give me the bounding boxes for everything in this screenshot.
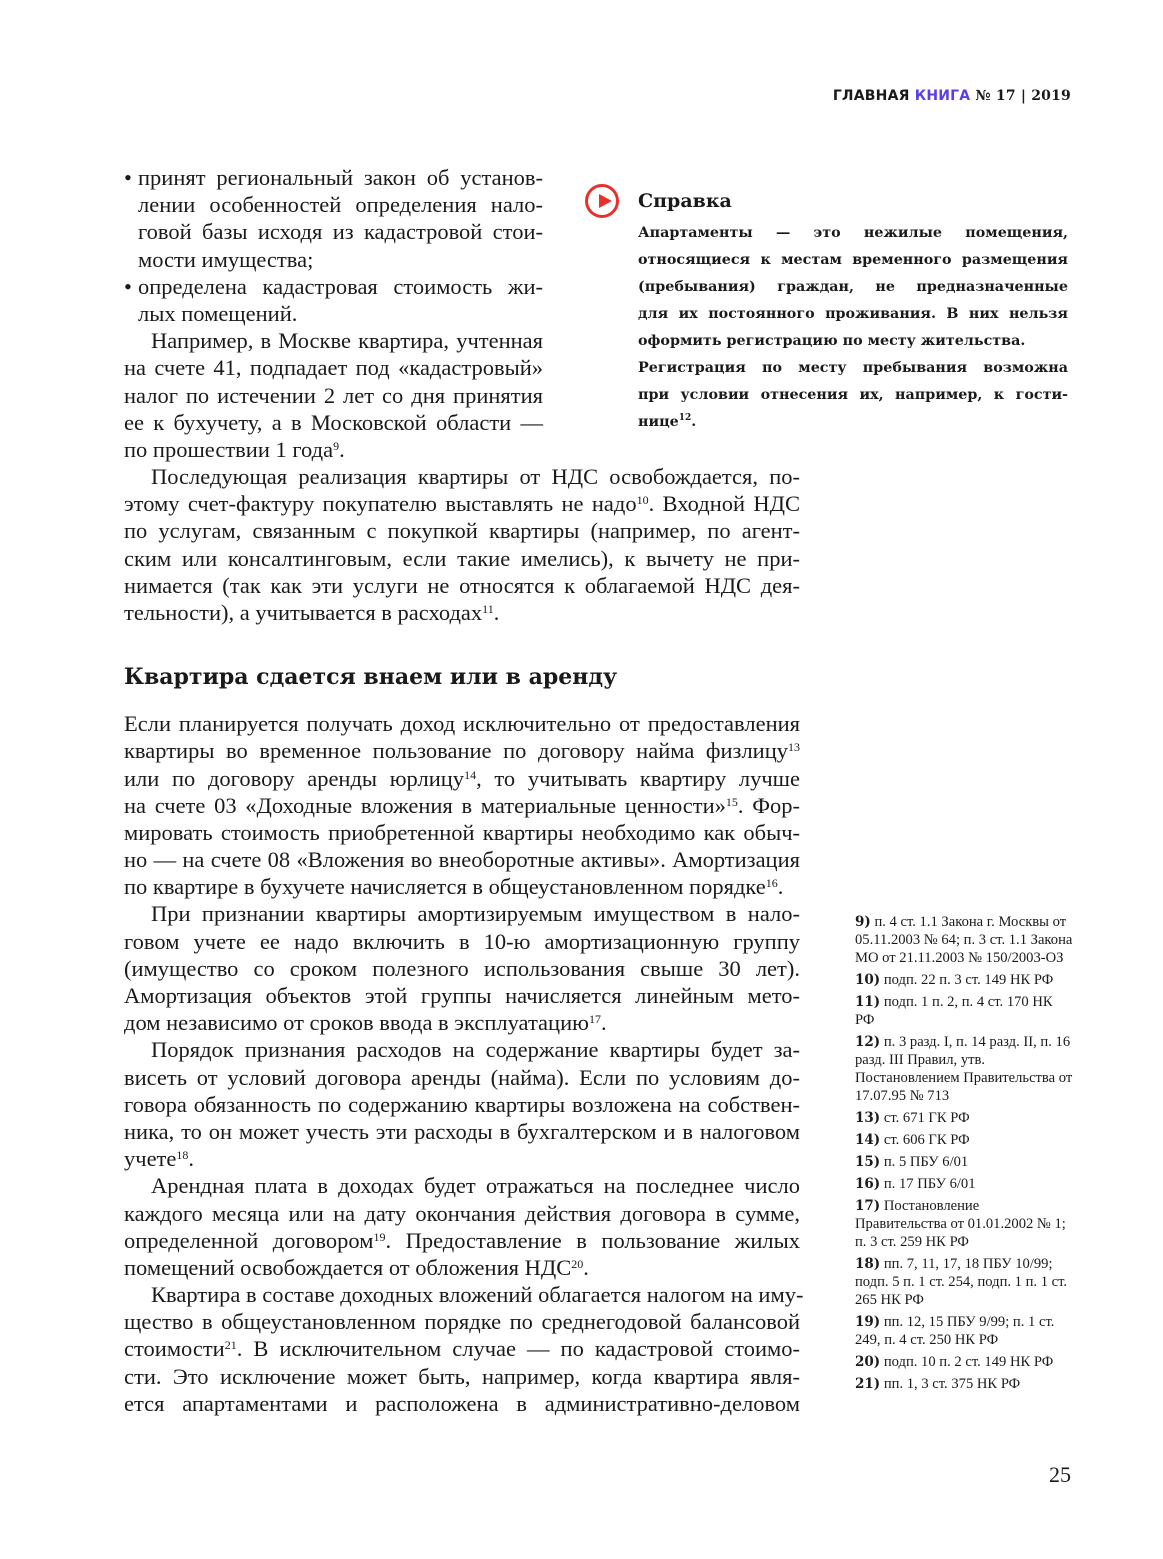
text-line <box>124 1227 800 1254</box>
line-text-tail: . Фор- <box>737 792 800 818</box>
text-line <box>124 246 543 273</box>
text-line <box>124 1308 800 1335</box>
line-text-tail: . <box>339 436 345 462</box>
text-line <box>124 300 543 327</box>
line-text: висеть от условий договора аренды (найма). Если по условиям до- <box>124 1064 800 1090</box>
footnote-item <box>855 1255 1073 1309</box>
brand-name-part2: КНИГА <box>914 88 971 104</box>
text-line <box>124 928 800 955</box>
line-text: Квартира в составе доходных вложений облагается налогом на иму- <box>151 1282 804 1308</box>
line-text: относящиеся к местам временного размещения <box>638 252 1068 268</box>
footnote-text: пп. 12, 15 ПБУ 9/99; п. 1 ст. 249, п. 4 ст. 250 НК РФ <box>855 1314 1055 1348</box>
footnote-ref: 19 <box>373 1229 386 1244</box>
footnote-text: подп. 1 п. 2, п. 4 ст. 170 НК РФ <box>855 994 1053 1028</box>
footnote-ref: 10 <box>636 493 649 508</box>
text-line <box>124 1254 800 1281</box>
footnote-item <box>855 1353 1073 1371</box>
footnote-number: 16) <box>855 1176 881 1192</box>
running-header <box>833 88 1071 104</box>
line-text-tail: , то учитывать квартиру лучше <box>476 765 800 791</box>
sidebar-body <box>638 220 1068 436</box>
text-line <box>124 1118 800 1145</box>
line-text: Если планируется получать доход исключительно от предоставления <box>124 711 800 737</box>
footnote-number: 14) <box>855 1132 881 1148</box>
text-line <box>124 710 800 737</box>
line-text: определенной договором <box>124 1227 374 1253</box>
text-line <box>124 1009 800 1036</box>
line-text: стоимости <box>124 1336 225 1362</box>
footnote-text: ст. 671 ГК РФ <box>883 1110 970 1126</box>
line-text: на счете 41, подпадает под «кадастровый» <box>124 355 543 381</box>
line-text: ется апартаментами и расположена в административно-деловом <box>124 1390 800 1416</box>
line-text: этому счет-фактуру покупателю выставлять не надо <box>124 491 637 517</box>
line-text-tail: . <box>188 1146 194 1172</box>
line-text: ским или консалтинговым, если такие имелись), к вычету не при- <box>124 545 800 571</box>
line-text: по квартире в бухучете начисляется в общеустановленном порядке <box>124 874 766 900</box>
text-line <box>124 792 800 819</box>
text-line <box>124 1145 800 1172</box>
footnote-ref: 9 <box>333 438 340 453</box>
footnote-text: п. 5 ПБУ 6/01 <box>883 1154 969 1170</box>
text-line <box>124 819 800 846</box>
text-line <box>124 1281 804 1308</box>
line-text: по прошествии 1 года <box>124 436 334 462</box>
main-text <box>124 463 804 1417</box>
line-text: для их постоянного проживания. В них нельзя <box>638 306 1068 322</box>
footnote-number: 11) <box>855 994 881 1010</box>
footnote-text: подп. 10 п. 2 ст. 149 НК РФ <box>883 1354 1054 1370</box>
brand-name-part1: ГЛАВНАЯ <box>832 88 910 104</box>
footnote-number: 19) <box>855 1314 881 1330</box>
sidebar-title: Справка <box>638 190 732 212</box>
text-line <box>638 274 1068 301</box>
line-text: ее к бухучету, а в Московской области — <box>124 409 543 435</box>
line-text: на счете 03 «Доходные вложения в материальные ценности» <box>124 792 726 818</box>
line-text: тельности), а учитывается в расходах <box>124 599 483 625</box>
text-line <box>124 1390 800 1417</box>
line-text: При признании квартиры амортизируемым имуществом в нало- <box>151 901 800 927</box>
footnote-item <box>855 1375 1073 1393</box>
footnote-ref: 20 <box>571 1256 584 1271</box>
text-line <box>638 220 1068 247</box>
paragraph-rental <box>124 710 804 1417</box>
footnote-ref: 21 <box>224 1338 237 1353</box>
line-text: нице <box>638 414 679 430</box>
line-text: Апартаменты — это нежилые помещения, <box>638 225 1068 241</box>
line-text: при условии отнесения их, например, к гости- <box>638 387 1068 403</box>
line-text: лении особенностей определения нало- <box>138 192 543 218</box>
issue-number: № 17 | 2019 <box>975 88 1071 104</box>
text-line <box>124 191 543 218</box>
footnote-number: 21) <box>855 1376 881 1392</box>
text-line <box>124 572 800 599</box>
text-line <box>124 436 543 463</box>
footnote-item <box>855 913 1073 967</box>
footnote-ref: 15 <box>725 794 738 809</box>
text-line <box>124 900 800 927</box>
line-text: помещений освобождается от обложения НДС <box>124 1254 572 1280</box>
text-line <box>124 873 800 900</box>
line-text: дом независимо от сроков ввода в эксплуатацию <box>124 1010 589 1036</box>
footnote-number: 12) <box>855 1034 881 1050</box>
line-text: говом учете ее надо включить в 10-ю амортизационную группу <box>124 928 800 954</box>
text-line <box>124 1036 800 1063</box>
text-line <box>124 463 800 490</box>
text-line <box>124 982 800 1009</box>
footnote-number: 18) <box>855 1256 881 1272</box>
line-text-tail: . Предоставление в пользование жилых <box>385 1227 800 1253</box>
footnote-ref: 11 <box>482 601 494 616</box>
text-line <box>124 1363 800 1390</box>
play-icon <box>585 184 619 218</box>
line-text: учете <box>124 1146 177 1172</box>
line-text: мости имущества; <box>138 246 314 272</box>
line-text-tail: . <box>493 599 500 625</box>
line-text: сти. Это исключение может быть, например, когда квартира явля- <box>124 1363 800 1389</box>
footnote-text: п. 17 ПБУ 6/01 <box>883 1176 976 1192</box>
text-line <box>124 737 800 764</box>
footnote-item <box>855 1131 1073 1149</box>
line-text: Амортизация объектов этой группы начисляется линейным мето- <box>124 983 800 1008</box>
footnote-text: подп. 22 п. 3 ст. 149 НК РФ <box>883 972 1054 988</box>
footnote-item <box>855 1033 1073 1105</box>
text-line <box>124 382 543 409</box>
line-text: квартиры во временное пользование по договору найма физлицу <box>124 738 788 764</box>
line-text: по услугам, связанным с покупкой квартиры (например, по агент- <box>124 518 800 544</box>
footnote-ref: 14 <box>464 767 477 782</box>
footnote-item <box>855 1153 1073 1171</box>
line-text: Арендная плата в доходах будет отражаться на последнее число <box>151 1173 800 1199</box>
line-text: щество в общеустановленном порядке по среднегодовой балансовой <box>124 1309 800 1335</box>
line-text: ника, то он может учесть эти расходы в бухгалтерском и в налоговом <box>124 1118 800 1144</box>
footnote-number: 20) <box>855 1354 881 1370</box>
text-line <box>124 765 800 792</box>
line-text-tail: . <box>583 1254 589 1280</box>
footnote-number: 17) <box>855 1198 881 1214</box>
footnote-ref: 13 <box>788 740 800 755</box>
line-text: говой базы исходя из кадастровой стои- <box>138 219 543 245</box>
footnote-item <box>855 1109 1073 1127</box>
line-text: говора обязанность по содержанию квартиры возложена на собствен- <box>124 1091 800 1117</box>
text-line <box>638 328 1068 355</box>
text-line <box>124 164 543 191</box>
text-line <box>124 1335 800 1362</box>
text-line <box>124 1091 800 1118</box>
page-number: 25 <box>1049 1462 1071 1487</box>
text-line <box>124 490 800 517</box>
footnote-item <box>855 1197 1073 1251</box>
text-line <box>124 846 800 873</box>
text-line <box>124 1064 800 1091</box>
footnote-text: пп. 7, 11, 17, 18 ПБУ 10/99; подп. 5 п. 1 ст. 254, подп. 1 п. 1 ст. 265 НК РФ <box>855 1256 1068 1308</box>
footnote-text: п. 3 разд. I, п. 14 разд. II, п. 16 разд. III Правил, утв. Постановлением Правительства от 17.07.95 № 713 <box>855 1034 1073 1104</box>
footnote-ref: 16 <box>765 876 778 891</box>
line-text: Последующая реализация квартиры от НДС освобождается, по- <box>151 464 800 489</box>
line-text: принят региональный закон об установ- <box>138 165 543 190</box>
footnote-ref: 17 <box>588 1012 601 1027</box>
footnote-number: 15) <box>855 1154 881 1170</box>
line-text: мировать стоимость приобретенной квартиры необходимо как обыч- <box>124 819 800 845</box>
line-text: Регистрация по месту пребывания возможна <box>638 360 1068 376</box>
footnote-number: 13) <box>855 1110 881 1126</box>
line-text: определена кадастровая стоимость жи- <box>138 273 543 299</box>
line-text: налог по истечении 2 лет со дня принятия <box>124 382 543 408</box>
footnote-ref: 18 <box>176 1148 189 1163</box>
text-line <box>124 218 543 245</box>
text-line <box>124 327 543 354</box>
footnote-ref: 12 <box>678 413 692 423</box>
footnote-item <box>855 1175 1073 1193</box>
footnote-text: ст. 606 ГК РФ <box>883 1132 970 1148</box>
footnote-text: п. 4 ст. 1.1 Закона г. Москвы от 05.11.2003 № 64; п. 3 ст. 1.1 Закона МО от 21.11.2003 № 150/2003-ОЗ <box>855 914 1073 966</box>
top-left-text <box>124 164 543 463</box>
text-line <box>124 545 800 572</box>
text-line <box>124 409 543 436</box>
text-line <box>638 355 1068 382</box>
paragraph-sale <box>124 463 800 626</box>
footnote-text: пп. 1, 3 ст. 375 НК РФ <box>883 1376 1021 1392</box>
text-line <box>124 599 800 626</box>
section-heading: Квартира сдается внаем или в аренду <box>124 664 618 691</box>
line-text: каждого месяца или на дату окончания действия договора в сумме, <box>124 1200 800 1226</box>
line-text: или по договору аренды юрлицу <box>124 765 465 791</box>
text-line <box>124 517 800 544</box>
line-text: Например, в Москве квартира, учтенная <box>151 328 543 354</box>
text-line <box>124 354 543 381</box>
line-text-tail: . В исключительном случае — по кадастровой стоимо- <box>236 1336 800 1362</box>
line-text: лых помещений. <box>138 300 298 326</box>
footnote-number: 10) <box>855 972 881 988</box>
footnotes <box>855 913 1073 1397</box>
line-text: нимается (так как эти услуги не относятся к облагаемой НДС дея- <box>124 572 800 598</box>
footnote-text: Постановление Правительства от 01.01.2002 № 1; п. 3 ст. 259 НК РФ <box>855 1198 1066 1250</box>
line-text: (пребывания) граждан, не предназначенные <box>638 279 1068 295</box>
line-text-tail: . <box>600 1010 607 1036</box>
text-line <box>638 247 1068 274</box>
text-line <box>124 1200 800 1227</box>
line-text: Порядок признания расходов на содержание квартиры будет за- <box>151 1037 800 1063</box>
text-line <box>638 409 1068 436</box>
line-text-tail: . <box>691 414 697 430</box>
text-line <box>124 1172 800 1199</box>
footnote-item <box>855 993 1073 1029</box>
text-line <box>638 301 1068 328</box>
line-text: оформить регистрацию по месту жительства. <box>638 333 1026 349</box>
line-text-tail: . Входной НДС <box>648 491 800 517</box>
footnote-item <box>855 1313 1073 1349</box>
line-text: но — на счете 08 «Вложения во внеоборотные активы». Амортизация <box>124 847 800 873</box>
footnote-number: 9) <box>855 914 871 930</box>
text-line <box>638 382 1068 409</box>
footnote-item <box>855 971 1073 989</box>
text-line <box>124 273 543 300</box>
line-text: (имущество со сроком полезного использования свыше 30 лет). <box>124 955 800 981</box>
line-text-tail: . <box>777 874 784 900</box>
text-line <box>124 955 800 982</box>
